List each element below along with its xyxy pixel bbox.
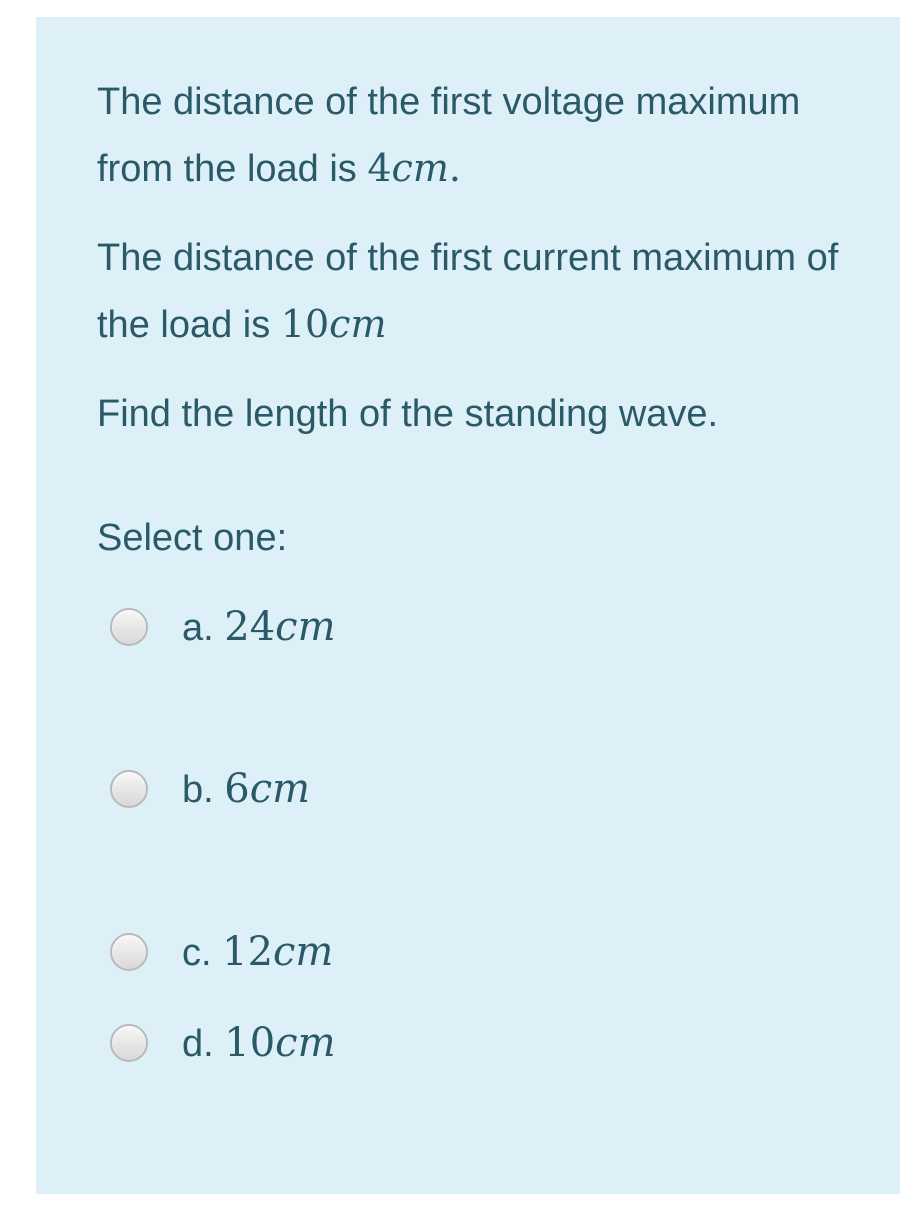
option-unit: cm bbox=[275, 1020, 336, 1066]
question-text-3: Find the length of the standing wave. bbox=[97, 393, 719, 435]
option-label-b[interactable] bbox=[182, 766, 310, 812]
option-number: 12 bbox=[222, 929, 274, 975]
option-unit: cm bbox=[249, 766, 311, 812]
option-number: 6 bbox=[224, 766, 250, 812]
answer-option-d[interactable] bbox=[110, 1013, 336, 1073]
select-one-label: Select one: bbox=[97, 517, 288, 559]
question-paragraph-1 bbox=[97, 69, 857, 202]
option-letter: d. bbox=[182, 1023, 214, 1065]
option-label-c[interactable] bbox=[182, 929, 333, 975]
math-period: . bbox=[448, 146, 461, 190]
option-letter: b. bbox=[182, 769, 214, 811]
option-math bbox=[224, 604, 335, 650]
answer-option-c[interactable] bbox=[110, 922, 333, 982]
option-letter: a. bbox=[182, 607, 214, 649]
option-label-a[interactable] bbox=[182, 604, 336, 650]
radio-button-b[interactable] bbox=[110, 770, 148, 808]
radio-button-c[interactable] bbox=[110, 933, 148, 971]
option-math bbox=[224, 1020, 335, 1066]
math-number: 10 bbox=[280, 302, 330, 346]
option-letter: c. bbox=[182, 932, 212, 974]
option-label-d[interactable] bbox=[182, 1020, 336, 1066]
math-number: 4 bbox=[367, 146, 392, 190]
option-number: 24 bbox=[224, 604, 276, 650]
question-card bbox=[36, 17, 900, 1194]
question-paragraph-3 bbox=[97, 381, 857, 447]
answer-option-b[interactable] bbox=[110, 759, 310, 819]
option-math bbox=[222, 929, 333, 975]
question-text-1: The distance of the first voltage maximum from the load is bbox=[97, 81, 801, 190]
radio-button-d[interactable] bbox=[110, 1024, 148, 1062]
answer-option-a[interactable] bbox=[110, 597, 336, 657]
option-math bbox=[224, 766, 310, 812]
radio-button-a[interactable] bbox=[110, 608, 148, 646]
question-paragraph-2 bbox=[97, 225, 857, 358]
math-value-1 bbox=[367, 146, 461, 190]
option-number: 10 bbox=[224, 1020, 276, 1066]
math-value-2 bbox=[281, 302, 387, 346]
math-unit: cm bbox=[329, 302, 387, 346]
option-unit: cm bbox=[273, 929, 334, 975]
option-unit: cm bbox=[275, 604, 336, 650]
math-unit: cm bbox=[391, 146, 449, 190]
question-text-2: The distance of the first current maximum of the load is bbox=[97, 237, 839, 346]
